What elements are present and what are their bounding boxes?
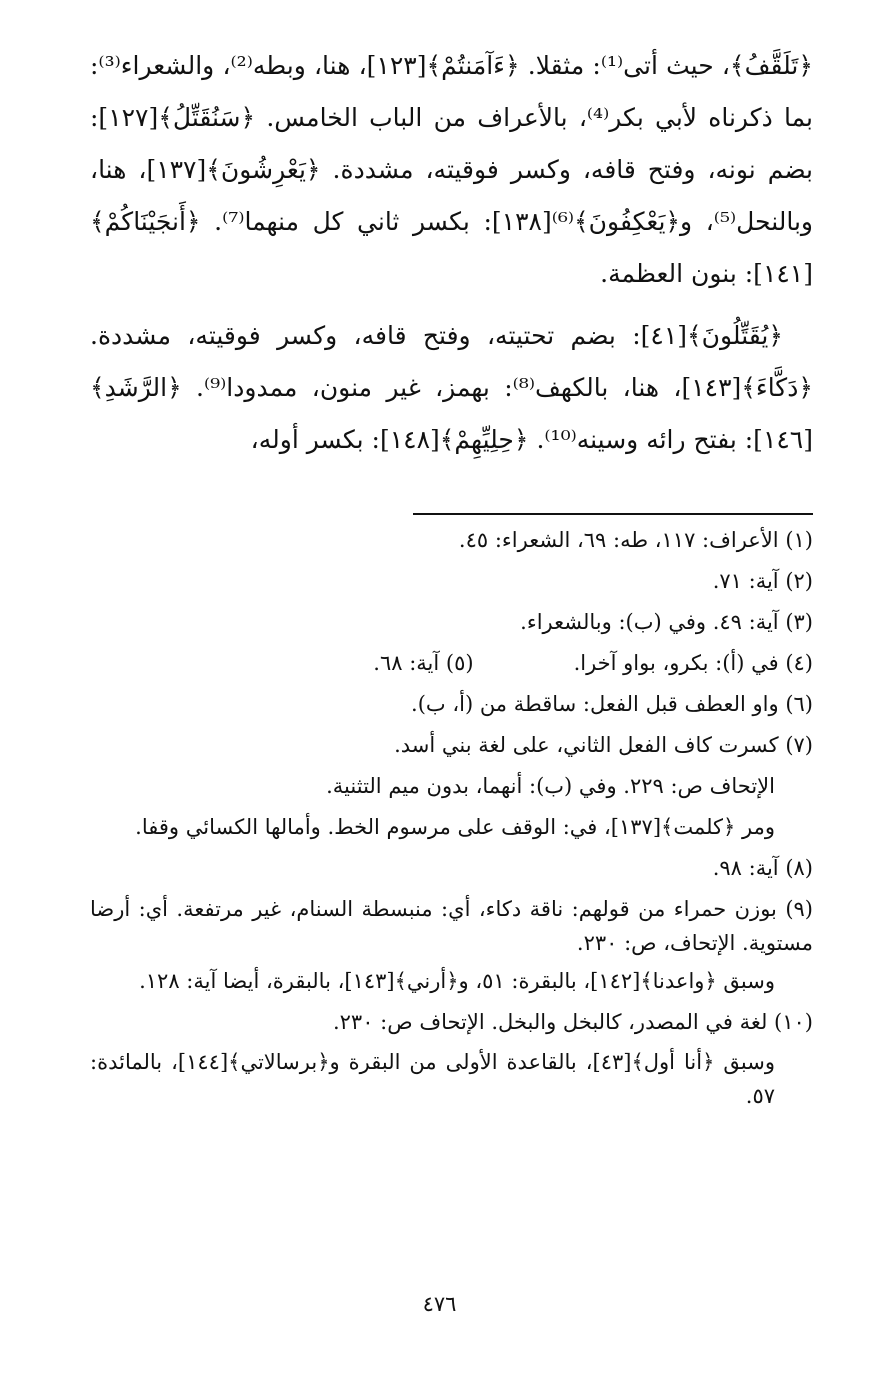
main-paragraph-2: ﴿يُقَتِّلُونَ﴾[٤١]: بضم تحتيته، وفتح قافه، وكسر فوقيته، مشددة. ﴿دَكَّاءَ﴾[١٤٣]، هنا، بالكهف⁽⁸⁾: بهمز، غير منون، ممدودا⁽⁹⁾. ﴿الرَّشَدِ﴾[١٤٦]: بفتح رائه وسينه⁽¹⁰⁾. ﴿حِلِيِّهِمْ﴾[١٤٨]: بكسر أوله،	[90, 321, 813, 454]
footnote-2: (٢) آية: ٧١.	[712, 569, 813, 593]
footnote-4: (٤) في (أ): بكرو، بواو آخرا.	[573, 651, 813, 675]
main-text	[90, 40, 813, 466]
footnote-7: (٧) كسرت كاف الفعل الثاني، على لغة بني أسد.	[394, 733, 813, 757]
footnote-10: (١٠) لغة في المصدر، كالبخل والبخل. الإتحاف ص: ٢٣٠.	[332, 1010, 813, 1034]
footnote-9-continuation: وسبق ﴿واعدنا﴾[١٤٢]، بالبقرة: ٥١، و﴿أرني﴾[١٤٣]، بالبقرة، أيضا آية: ١٢٨.	[139, 969, 775, 993]
footnote-7-continuation-1: الإتحاف ص: ٢٢٩. وفي (ب): أنهما، بدون ميم التثنية.	[326, 774, 775, 798]
footnote-divider	[413, 513, 813, 515]
footnote-8: (٨) آية: ٩٨.	[712, 856, 813, 880]
footnote-9: (٩) بوزن حمراء من قولهم: ناقة دكاء، أي: منبسطة السنام، غير مرتفعة. أي: أرضا مستوية. الإتحاف، ص: ٢٣٠.	[90, 897, 813, 955]
footnotes	[90, 520, 813, 1117]
footnote-5: (٥) آية: ٦٨.	[373, 651, 474, 675]
footnote-7-continuation-2: ومر ﴿كلمت﴾[١٣٧]، في: الوقف على مرسوم الخط. وأمالها الكسائي وقفا.	[135, 815, 775, 839]
main-paragraph-1: ﴿تَلَقَّفُ﴾، حيث أتى⁽¹⁾: مثقلا. ﴿ءَآمَنتُمْ﴾[١٢٣]، هنا، وبطه⁽²⁾، والشعراء⁽³⁾: بما ذكرناه لأبي بكر⁽⁴⁾، بالأعراف من الباب الخامس. ﴿سَنُقَتِّلُ﴾[١٢٧]: بضم نونه، وفتح قافه، وكسر فوقيته، مشددة. ﴿يَعْرِشُونَ﴾[١٣٧]، هنا، وبالنحل⁽⁵⁾، و﴿يَعْكِفُونَ﴾⁽⁶⁾[١٣٨]: بكسر ثاني كل منهما⁽⁷⁾. ﴿أَنجَيْنَاكُمْ﴾[١٤١]: بنون العظمة.	[90, 51, 814, 288]
footnote-6: (٦) واو العطف قبل الفعل: ساقطة من (أ، ب).	[411, 692, 813, 716]
footnote-10-continuation: وسبق ﴿أنا أول﴾[٤٣]، بالقاعدة الأولى من البقرة و﴿برسالاتي﴾[١٤٤]، بالمائدة: ٥٧.	[90, 1050, 775, 1108]
page-number: ٤٧٦	[422, 1292, 457, 1316]
footnote-4-5-line	[90, 643, 813, 684]
footnote-1: (١) الأعراف: ١١٧، طه: ٦٩، الشعراء: ٤٥.	[458, 528, 813, 552]
footnote-3: (٣) آية: ٤٩. وفي (ب): وبالشعراء.	[520, 610, 813, 634]
